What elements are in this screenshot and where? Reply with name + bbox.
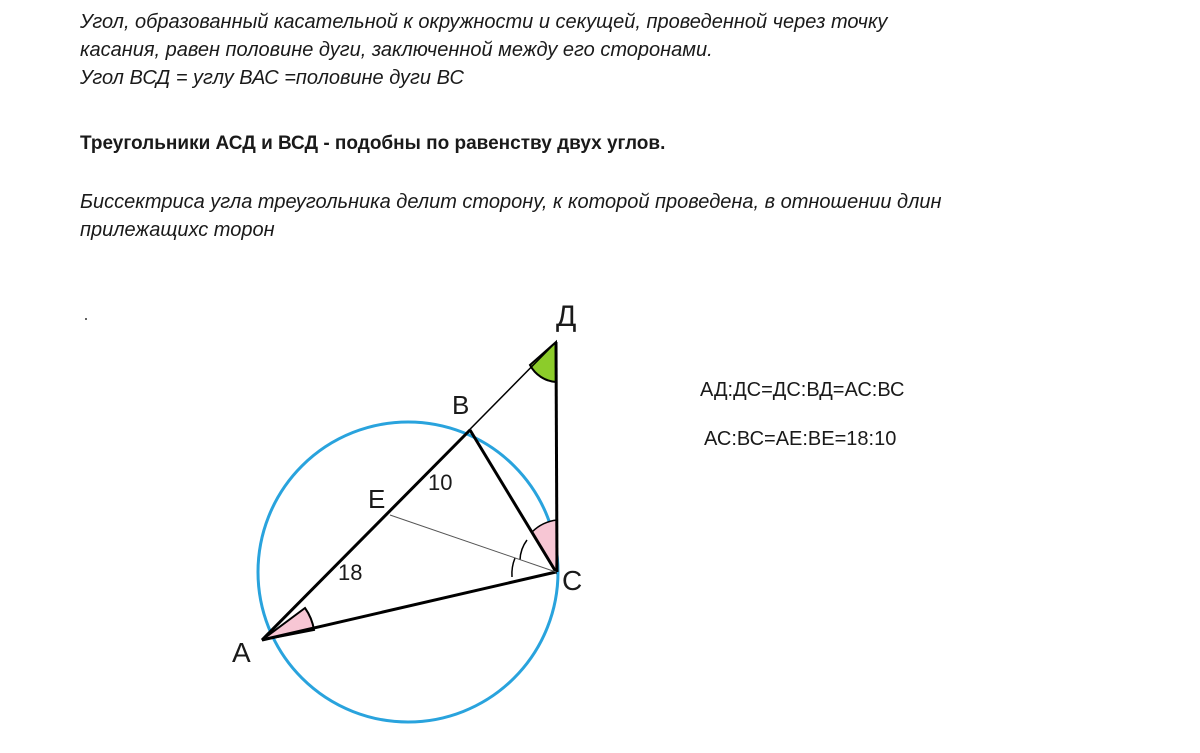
similarity-text: Треугольники АСД и ВСД - подобны по равенству двух углов. xyxy=(80,133,666,154)
theorem-line-1: Угол, образованный касательной к окружности и секущей, проведенной через точку xyxy=(80,11,888,33)
point-label-b: В xyxy=(452,390,470,420)
segment-dc xyxy=(556,342,557,572)
angle-c-arc-2 xyxy=(512,558,515,577)
segment-label-eb: 10 xyxy=(428,470,453,495)
bisector-ce xyxy=(390,515,556,572)
segment-label-ae: 18 xyxy=(338,560,363,585)
bisector-line-1: Биссектриса угла треугольника делит сторону, к которой проведена, в отношении длин xyxy=(80,191,942,213)
point-label-c: С xyxy=(562,565,583,596)
stray-dot xyxy=(85,318,87,320)
angle-d-marker xyxy=(530,342,556,382)
formula-ratio-1: АД:ДС=ДС:ВД=АС:ВС xyxy=(700,379,905,401)
circumscribed-circle xyxy=(258,422,558,722)
theorem-line-2: касания, равен половине дуги, заключенной между его сторонами. xyxy=(80,39,713,61)
theorem-line-3: Угол ВСД = углу ВАС =половине дуги ВС xyxy=(80,67,464,89)
point-label-a: А xyxy=(232,637,251,668)
segment-bc xyxy=(470,430,556,572)
angle-c-arc-1 xyxy=(520,540,527,560)
point-label-d: Д xyxy=(556,300,577,333)
formula-ratio-2: АС:ВС=АЕ:ВЕ=18:10 xyxy=(704,428,897,450)
segment-ac xyxy=(262,572,556,640)
point-label-e: Е xyxy=(368,484,386,514)
angle-bcd-marker xyxy=(532,520,557,572)
segment-ab xyxy=(262,430,470,640)
bisector-line-2: прилежащихс торон xyxy=(80,219,275,241)
